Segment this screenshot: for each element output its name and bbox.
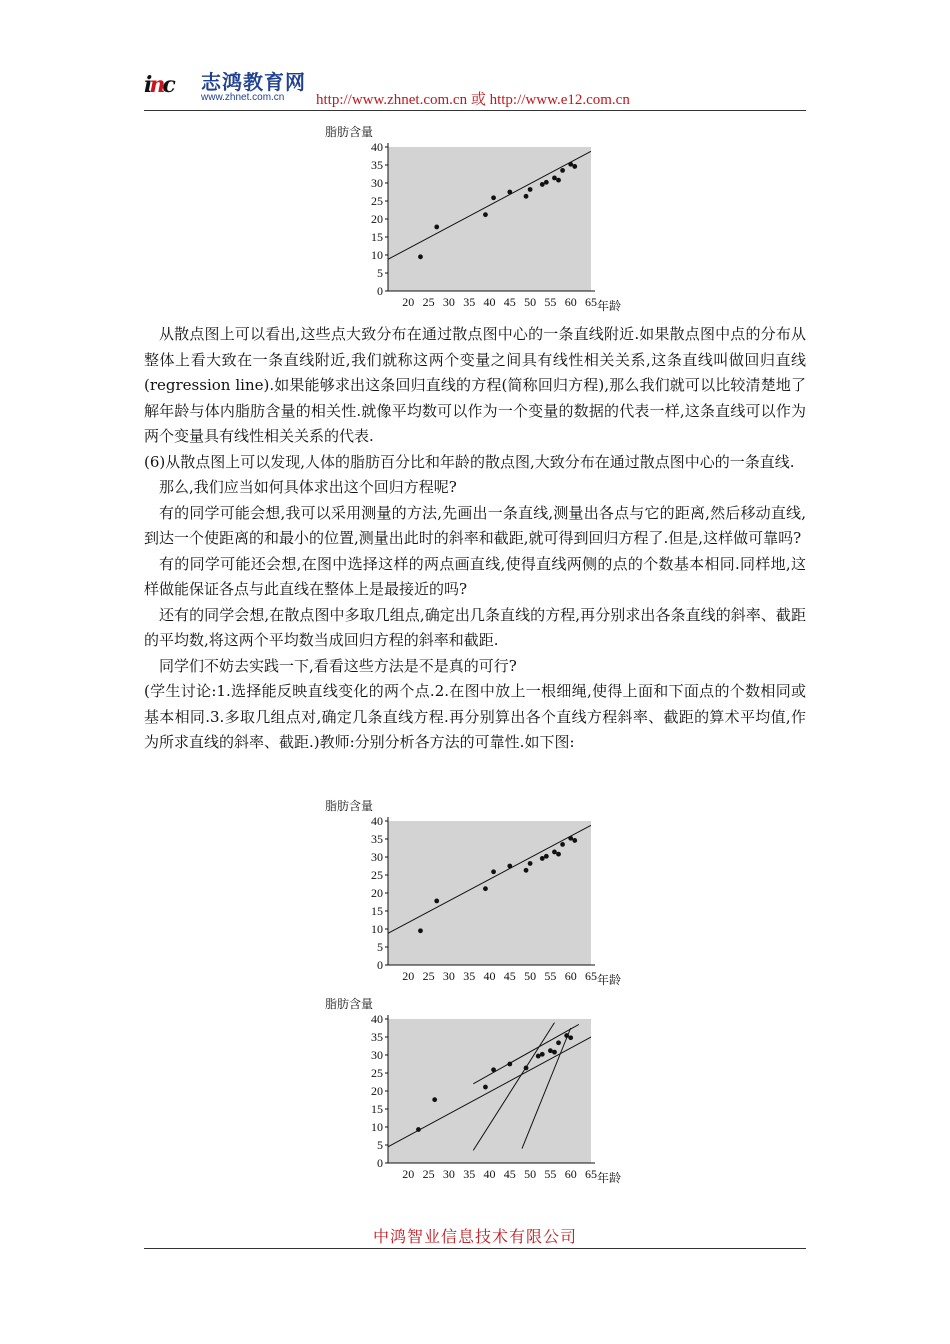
x-tick-label: 25 [422, 969, 435, 983]
x-tick-label: 25 [422, 295, 435, 309]
x-tick-label: 50 [524, 1167, 537, 1181]
paragraph: 那么,我们应当如何具体求出这个回归方程呢? [159, 478, 457, 496]
x-tick-label: 30 [442, 295, 455, 309]
data-point [528, 187, 533, 192]
header-links[interactable]: http://www.zhnet.com.cn 或 http://www.e12.com.cn [316, 92, 630, 108]
data-point [568, 162, 573, 167]
data-point [572, 164, 577, 169]
y-tick-label: 5 [377, 1138, 383, 1152]
x-tick-label: 40 [483, 969, 496, 983]
data-point [544, 180, 549, 185]
y-tick-label: 15 [371, 904, 383, 918]
y-tick-label: 25 [371, 194, 383, 208]
y-tick-label: 40 [371, 1012, 383, 1026]
data-point [524, 1066, 529, 1071]
y-tick-label: 35 [371, 158, 383, 172]
x-tick-label: 35 [463, 295, 476, 309]
paragraph: 从散点图上可以看出,这些点大致分布在通过散点图中心的一条直线附近.如果散点图中点的分布从整体上看大致在一条直线附近,我们就称这两个变量之间具有线性相关关系,这条直线叫做回归直线(regression line).如果能够求出这条回归直线的方程(简称回归方程),那么我们就可以比较清楚地了解年龄与体内脂肪含量的相关性.就像平均数可以作为一个变量的数据的代表一样,这条直线可以作为两个变量具有线性相关关系的代表. [144, 325, 806, 445]
site-logo[interactable] [144, 66, 314, 106]
y-tick-label: 25 [371, 1066, 383, 1080]
y-tick-label: 5 [377, 940, 383, 954]
plot-area [388, 1019, 591, 1163]
data-point [507, 1062, 512, 1067]
data-point [556, 178, 561, 183]
paragraph: 有的同学可能会想,我可以采用测量的方法,先画出一条直线,测量出各点与它的距离,然后移动直线,到达一个使距离的和最小的位置,测量出此时的斜率和截距,就可得到回归方程了.但是,这样做可靠吗? [144, 503, 806, 547]
data-point [540, 1052, 545, 1057]
data-point [491, 1067, 496, 1072]
y-tick-label: 20 [371, 1084, 383, 1098]
y-tick-label: 25 [371, 868, 383, 882]
data-point [418, 928, 423, 933]
x-tick-label: 50 [524, 295, 537, 309]
data-point [483, 212, 488, 217]
scatter-chart-1 [318, 120, 638, 315]
y-tick-label: 30 [371, 850, 383, 864]
y-tick-label: 15 [371, 230, 383, 244]
scatter-chart-3 [318, 992, 638, 1187]
x-tick-label: 60 [564, 1167, 577, 1181]
x-tick-label: 20 [402, 295, 415, 309]
x-tick-label: 25 [422, 1167, 435, 1181]
data-point [434, 225, 439, 230]
paragraph: (学生讨论:1.选择能反映直线变化的两个点.2.在图中放上一根细绳,使得上面和下面点的个数相同或基本相同.3.多取几组点对,确定几条直线方程.再分别算出各个直线方程斜率、截距的算术平均值,作为所求直线的斜率、截距.)教师:分别分析各方法的可靠性.如下图: [144, 682, 806, 751]
y-tick-label: 0 [377, 284, 383, 298]
data-point [528, 861, 533, 866]
chart-xlabel: 年龄 [597, 1171, 622, 1185]
y-tick-label: 35 [371, 1030, 383, 1044]
data-point [544, 854, 549, 859]
data-point [483, 886, 488, 891]
data-point [524, 194, 529, 199]
x-tick-label: 60 [564, 969, 577, 983]
data-point [564, 1033, 569, 1038]
data-point [418, 254, 423, 259]
x-tick-label: 35 [463, 1167, 476, 1181]
y-tick-label: 0 [377, 1156, 383, 1170]
y-tick-label: 30 [371, 1048, 383, 1062]
paragraph: 同学们不妨去实践一下,看看这些方法是不是真的可行? [159, 656, 517, 675]
x-tick-label: 65 [585, 295, 597, 309]
x-tick-label: 20 [402, 969, 415, 983]
data-point [560, 842, 565, 847]
y-tick-label: 30 [371, 176, 383, 190]
y-tick-label: 10 [371, 1120, 383, 1134]
data-point [568, 1035, 573, 1040]
chart-ylabel: 脂肪含量 [325, 125, 374, 139]
scatter-chart-2 [318, 794, 638, 989]
y-tick-label: 40 [371, 140, 383, 154]
y-tick-label: 15 [371, 1102, 383, 1116]
paragraph: 还有的同学会想,在散点图中多取几组点,确定出几条直线的方程,再分别求出各条直线的斜率、截距的平均数,将这两个平均数当成回归方程的斜率和截距. [144, 605, 806, 649]
data-point [483, 1085, 488, 1090]
x-tick-label: 45 [503, 295, 516, 309]
paragraph: (6)从散点图上可以发现,人体的脂肪百分比和年龄的散点图,大致分布在通过散点图中心的一条直线. [144, 452, 795, 471]
x-tick-label: 55 [544, 969, 557, 983]
data-point [434, 899, 439, 904]
data-point [568, 836, 573, 841]
chart-xlabel: 年龄 [597, 973, 622, 987]
data-point [540, 856, 545, 861]
x-tick-label: 30 [442, 1167, 455, 1181]
page-footer: 中鸿智业信息技术有限公司 [144, 1224, 806, 1249]
x-tick-label: 40 [483, 295, 496, 309]
x-tick-label: 45 [503, 1167, 516, 1181]
x-tick-label: 35 [463, 969, 476, 983]
y-tick-label: 0 [377, 958, 383, 972]
data-point [552, 176, 557, 181]
x-tick-label: 45 [503, 969, 516, 983]
chart-ylabel: 脂肪含量 [325, 997, 374, 1011]
y-tick-label: 40 [371, 814, 383, 828]
chart-ylabel: 脂肪含量 [325, 799, 374, 813]
data-point [556, 1040, 561, 1045]
logo-name: 志鸿教育网 [201, 70, 306, 94]
x-tick-label: 55 [544, 1167, 557, 1181]
data-point [507, 190, 512, 195]
data-point [552, 850, 557, 855]
x-tick-label: 30 [442, 969, 455, 983]
data-point [556, 852, 561, 857]
chart-canvas [318, 794, 638, 989]
plot-area [388, 821, 591, 965]
y-tick-label: 20 [371, 886, 383, 900]
data-point [524, 868, 529, 873]
y-tick-label: 10 [371, 248, 383, 262]
data-point [552, 1050, 557, 1055]
data-point [572, 838, 577, 843]
data-point [491, 195, 496, 200]
x-tick-label: 50 [524, 969, 537, 983]
body-text [144, 322, 806, 756]
x-tick-label: 20 [402, 1167, 415, 1181]
chart-canvas [318, 120, 638, 315]
logo-url: www.zhnet.com.cn [201, 92, 285, 103]
data-point [507, 864, 512, 869]
paragraph: 有的同学可能还会想,在图中选择这样的两点画直线,使得直线两侧的点的个数基本相同.同样地,这样做能保证各点与此直线在整体上是最接近的吗? [144, 554, 806, 598]
data-point [491, 869, 496, 874]
x-tick-label: 60 [564, 295, 577, 309]
x-tick-label: 65 [585, 1167, 597, 1181]
y-tick-label: 10 [371, 922, 383, 936]
data-point [540, 182, 545, 187]
data-point [432, 1097, 437, 1102]
page-header [144, 62, 806, 111]
data-point [560, 168, 565, 173]
chart-canvas [318, 992, 638, 1187]
y-tick-label: 5 [377, 266, 383, 280]
y-tick-label: 20 [371, 212, 383, 226]
y-tick-label: 35 [371, 832, 383, 846]
data-point [416, 1127, 421, 1132]
logo-mark-icon: inc [144, 72, 173, 98]
x-tick-label: 65 [585, 969, 597, 983]
x-tick-label: 40 [483, 1167, 496, 1181]
plot-area [388, 147, 591, 291]
x-tick-label: 55 [544, 295, 557, 309]
chart-xlabel: 年龄 [597, 299, 622, 313]
